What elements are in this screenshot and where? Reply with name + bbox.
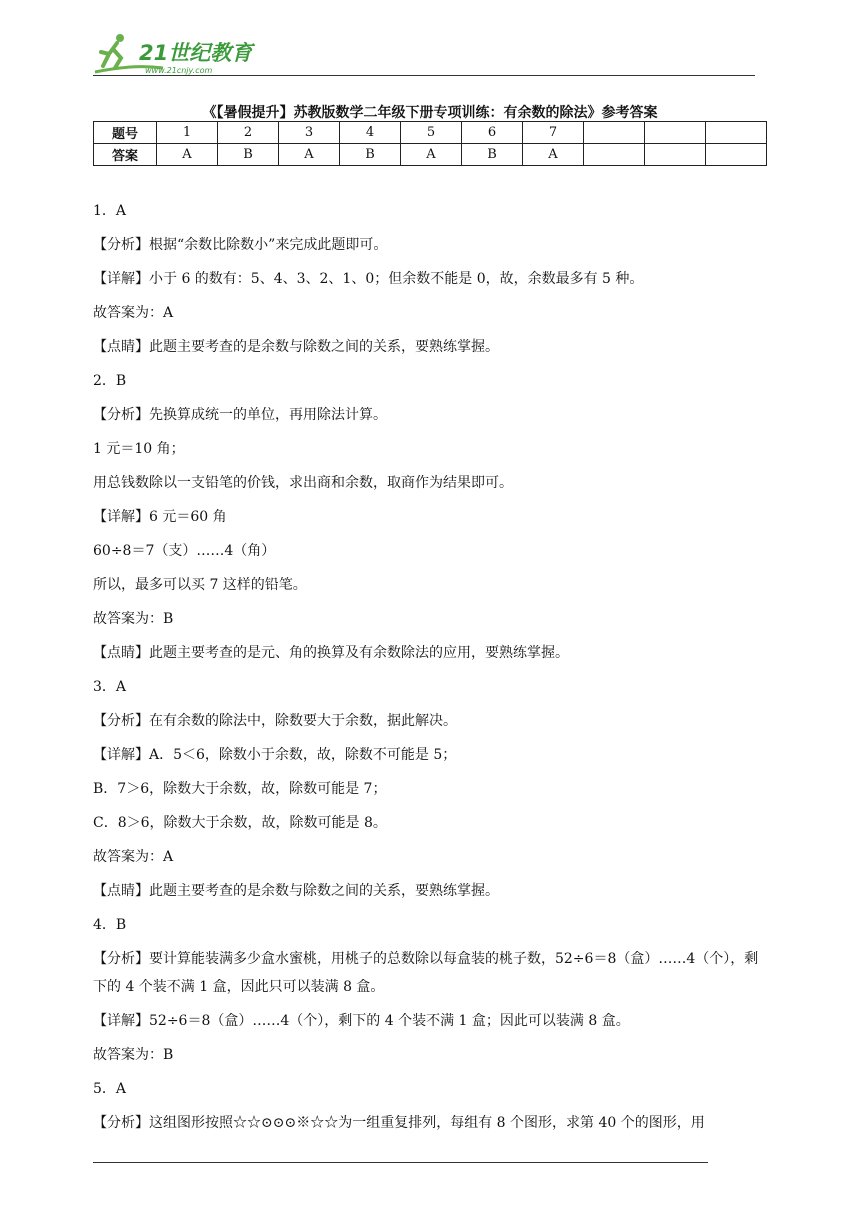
analysis-line: 【分析】在有余数的除法中，除数要大于余数，据此解决。 (93, 713, 457, 729)
solution-content (93, 194, 763, 1140)
answer-line: 故答案为：B (93, 1047, 174, 1063)
answer-cell: B (218, 144, 279, 166)
answer-cell (706, 144, 767, 166)
answer-cell: B (462, 144, 523, 166)
answer-cell: A (523, 144, 584, 166)
answer-cell (584, 144, 645, 166)
detail-line: 【详解】6 元＝60 角 (93, 509, 227, 525)
answer-cell: A (401, 144, 462, 166)
analysis-line: 1 元＝10 角； (93, 441, 185, 457)
answer-row (94, 144, 767, 166)
detail-line: B．7＞6，除数大于余数，故，除数可能是 7； (93, 781, 387, 797)
answer-cell: B (340, 144, 401, 166)
row-label-answer: 答案 (94, 144, 157, 166)
page-title: 《【暑假提升】苏教版数学二年级下册专项训练：有余数的除法》参考答案 (202, 105, 658, 121)
header-rule (93, 75, 755, 76)
question-number: 1．A (93, 203, 127, 219)
logo-url: www.21cnjy.com (145, 66, 213, 75)
analysis-line: 用总钱数除以一支铅笔的价钱，求出商和余数，取商作为结果即可。 (93, 475, 513, 491)
question-number: 2．B (93, 373, 127, 389)
detail-line: 【详解】小于 6 的数有：5、4、3、2、1、0；但余数不能是 0，故，余数最多有 5 种。 (93, 271, 644, 287)
detail-line: 所以，最多可以买 7 这样的铅笔。 (93, 577, 307, 593)
analysis-line: 【分析】要计算能装满多少盒水蜜桃，用桃子的总数除以每盒装的桃子数，52÷6＝8（盒）……4（个），剩下的 4 个装不满 1 盒，因此只可以装满 8 盒。 (93, 951, 759, 995)
detail-line: 60÷8＝7（支）……4（角） (93, 543, 276, 559)
logo (93, 30, 263, 80)
analysis-line: 【分析】根据“余数比除数小”来完成此题即可。 (93, 237, 388, 253)
comment-line: 【点睛】此题主要考查的是余数与除数之间的关系，要熟练掌握。 (93, 339, 499, 355)
answer-cell (645, 144, 706, 166)
number-cell: 7 (523, 122, 584, 144)
answer-cell: A (279, 144, 340, 166)
detail-line: 【详解】52÷6＝8（盒）……4（个），剩下的 4 个装不满 1 盒；因此可以装满 8 盒。 (93, 1013, 630, 1029)
answer-line: 故答案为：A (93, 849, 174, 865)
question-number: 5．A (93, 1081, 127, 1097)
question-number: 3．A (93, 679, 127, 695)
question-number: 4．B (93, 917, 127, 933)
number-cell: 5 (401, 122, 462, 144)
answer-line: 故答案为：B (93, 611, 174, 627)
number-cell (645, 122, 706, 144)
detail-line: C．8＞6，除数大于余数，故，除数可能是 8。 (93, 815, 387, 831)
number-row (94, 122, 767, 144)
number-cell: 4 (340, 122, 401, 144)
answer-table (93, 121, 767, 166)
number-cell: 2 (218, 122, 279, 144)
number-cell (584, 122, 645, 144)
footer-rule (93, 1162, 708, 1163)
answer-line: 故答案为：A (93, 305, 174, 321)
comment-line: 【点睛】此题主要考查的是元、角的换算及有余数除法的应用，要熟练掌握。 (93, 645, 569, 661)
analysis-line: 【分析】先换算成统一的单位，再用除法计算。 (93, 407, 387, 423)
number-cell (706, 122, 767, 144)
analysis-line: 【分析】这组图形按照☆☆⊙⊙⊙※☆☆为一组重复排列，每组有 8 个图形，求第 40 个的图形，用 (93, 1115, 705, 1131)
comment-line: 【点睛】此题主要考查的是余数与除数之间的关系，要熟练掌握。 (93, 883, 499, 899)
logo-text: 21世纪教育 (139, 41, 253, 65)
detail-line: 【详解】A．5＜6，除数小于余数，故，除数不可能是 5； (93, 747, 457, 763)
number-cell: 1 (157, 122, 218, 144)
number-cell: 6 (462, 122, 523, 144)
number-cell: 3 (279, 122, 340, 144)
answer-cell: A (157, 144, 218, 166)
row-label-number: 题号 (94, 122, 157, 144)
